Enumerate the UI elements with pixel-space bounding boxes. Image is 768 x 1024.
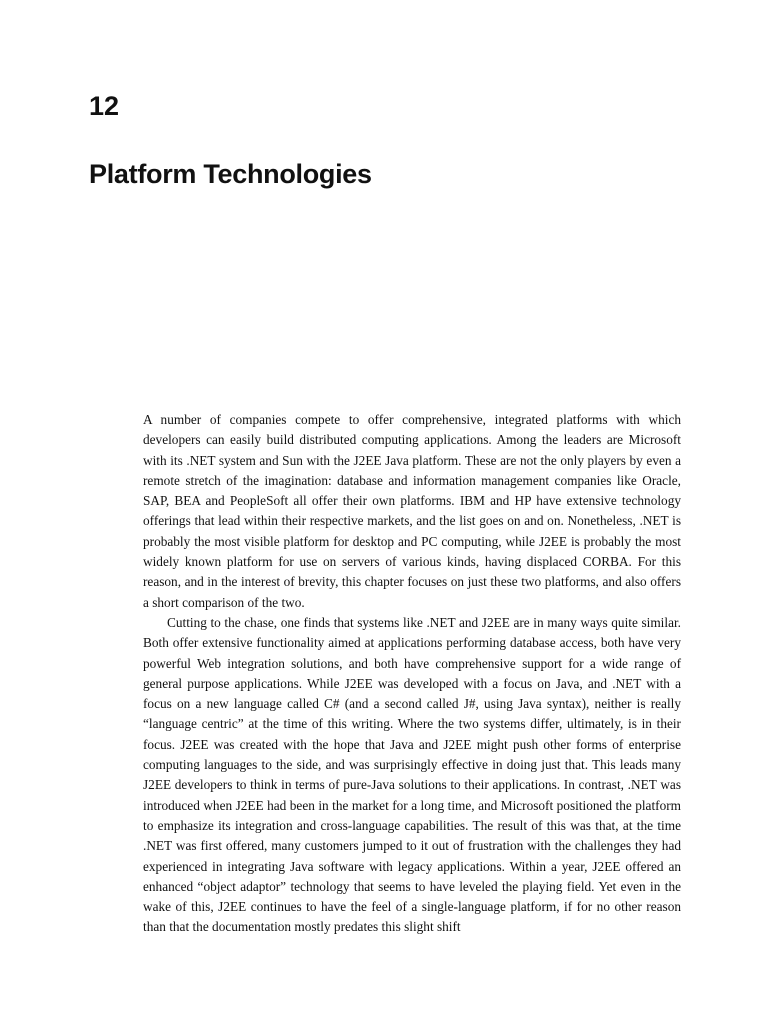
body-paragraph-1: A number of companies compete to offer comprehensive, integrated platforms with which developers can easily build distributed computing applications. Among the leaders are Microsoft with its .NET system and Sun with the J2EE Java platform. These are not the only players by even a remote stretch of the imagination: database and information management companies like Oracle, SAP, BEA and PeopleSoft all offer their own platforms. IBM and HP have extensive technology offerings that lead within their respective markets, and the list goes on and on. Nonetheless, .NET is probably the most visible platform for desktop and PC computing, while J2EE is probably the most widely known platform for use on servers of various kinds, having displaced CORBA. For this reason, and in the interest of brevity, this chapter focuses on just these two platforms, and also offers a short comparison of the two.	[143, 412, 681, 610]
chapter-body	[143, 410, 681, 938]
chapter-number: 12	[89, 91, 120, 121]
body-paragraph-2: Cutting to the chase, one finds that systems like .NET and J2EE are in many ways quite similar. Both offer extensive functionality aimed at applications performing database access, both have very powerful Web integration solutions, and both have comprehensive support for a wide range of general purpose applications. While J2EE was developed with a focus on Java, and .NET with a focus on a new language called C# (and a second called J#, using Java syntax), neither is really “language centric” at the time of this writing. Where the two systems differ, ultimately, is in their focus. J2EE was created with the hope that Java and J2EE might push other forms of enterprise computing languages to the side, and was surprisingly effective in doing just that. This leads many J2EE developers to think in terms of pure-Java solutions to their applications. In contrast, .NET was introduced when J2EE had been in the market for a long time, and Microsoft positioned the platform to emphasize its integration and cross-language capabilities. The result of this was that, at the time .NET was first offered, many customers jumped to it out of frustration with the challenges they had experienced in integrating Java software with legacy applications. Within a year, J2EE offered an enhanced “object adaptor” technology that seems to have leveled the playing field. Yet even in the wake of this, J2EE continues to have the feel of a single-language platform, if for no other reason than that the documentation mostly predates this slight shift	[143, 614, 681, 935]
chapter-title: Platform Technologies	[89, 159, 372, 189]
